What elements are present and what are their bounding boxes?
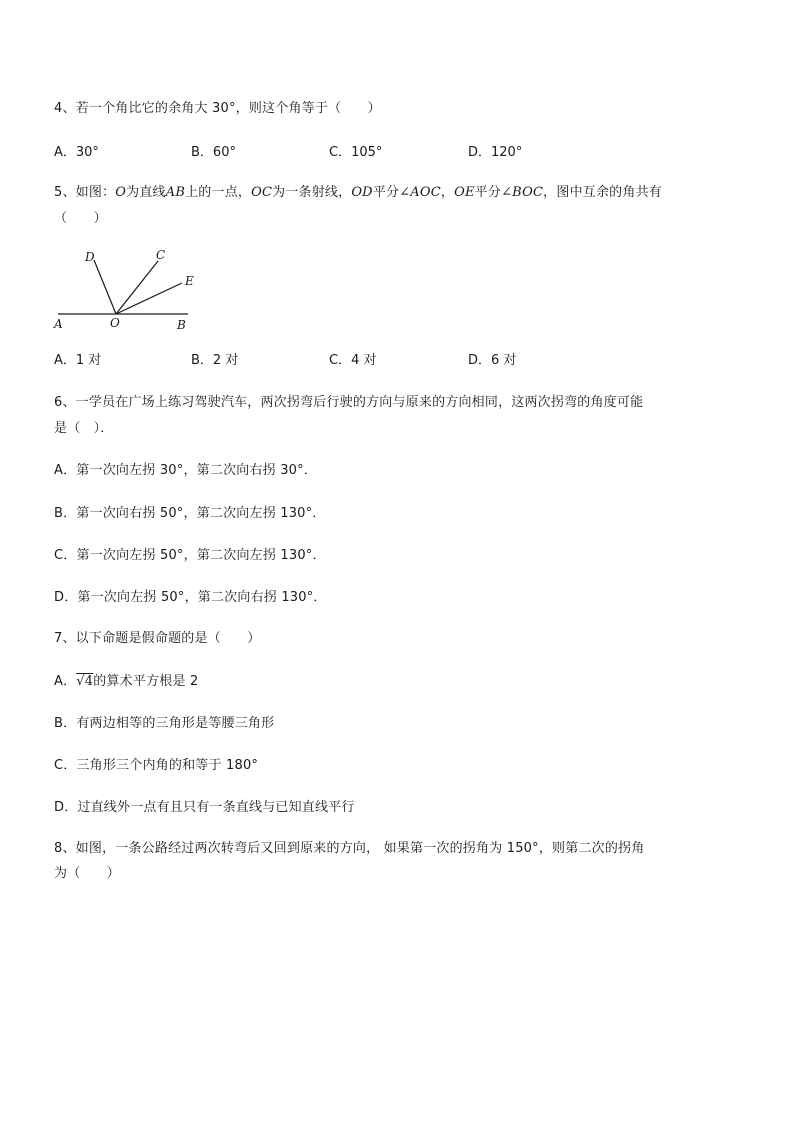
q7-option-a-prefix: A． [54, 674, 77, 689]
q5-text: ， [440, 185, 455, 200]
q4-stem: 4、若一个角比它的余角大 30°，则这个角等于（ ） [54, 101, 381, 116]
q6-option-d: D．第一次向左拐 50°，第二次向右拐 130°． [54, 590, 327, 605]
q4-option-c: C．105° [329, 145, 383, 160]
q4-option-a: A．30° [54, 145, 99, 160]
ray-od-label: OD [351, 185, 373, 200]
point-o-label: O [115, 185, 127, 200]
q5-answer-bracket: （ ） [54, 211, 107, 226]
label-a: A [54, 317, 63, 331]
q5-stem [54, 185, 662, 201]
q5-text: 为一条射线， [272, 185, 352, 200]
q8-stem-line1: 8、如图，一条公路经过两次转弯后又回到原来的方向， 如果第一次的拐角为 150°，则第二次的拐角 [54, 841, 645, 856]
angle-boc-label: ∠BOC [501, 185, 544, 200]
q6-stem-line1: 6、一学员在广场上练习驾驶汽车，两次拐弯后行驶的方向与原来的方向相同，这两次拐弯的角度可能 [54, 395, 644, 410]
ray-oe [116, 283, 182, 314]
ray-oe-label: OE [454, 185, 475, 200]
q7-option-b: B．有两边相等的三角形是等腰三角形 [54, 716, 275, 731]
q7-stem: 7、以下命题是假命题的是（ ） [54, 631, 261, 646]
q4-option-b: B．60° [191, 145, 236, 160]
q5-option-b: B．2 对 [191, 353, 239, 368]
sqrt-four: √4 [76, 674, 94, 689]
q6-option-a: A．第一次向左拐 30°，第二次向右拐 30°． [54, 463, 318, 478]
q5-text: 平分 [372, 185, 400, 200]
q5-number: 5、如图： [54, 185, 116, 200]
label-d: D [85, 250, 95, 264]
label-e: E [185, 274, 194, 288]
label-b: B [177, 318, 186, 332]
q5-text: 平分 [474, 185, 502, 200]
q5-option-d: D．6 对 [468, 353, 517, 368]
q8-stem-line2: 为（ ） [54, 866, 121, 881]
ray-oc-label: OC [251, 185, 273, 200]
label-c: C [156, 248, 166, 262]
q5-text: ，图中互余的角共有 [543, 185, 662, 200]
q5-figure [50, 243, 200, 333]
q7-option-c: C．三角形三个内角的和等于 180° [54, 758, 259, 773]
q5-text: 上的一点， [185, 185, 252, 200]
label-o: O [110, 316, 120, 330]
q6-option-c: C．第一次向左拐 50°，第二次向左拐 130°． [54, 548, 326, 563]
q7-option-a-text: 的算术平方根是 2 [93, 674, 199, 689]
q5-option-c: C．4 对 [329, 353, 377, 368]
q6-option-b: B．第一次向右拐 50°，第二次向左拐 130°． [54, 506, 326, 521]
ray-od [94, 260, 116, 314]
q6-stem-line2: 是（ ）． [54, 421, 114, 436]
angle-aoc-label: ∠AOC [399, 185, 441, 200]
q7-option-d: D．过直线外一点有且只有一条直线与已知直线平行 [54, 800, 355, 815]
q5-option-a: A．1 对 [54, 353, 102, 368]
ray-oc [116, 261, 158, 314]
q7-option-a [54, 674, 198, 690]
q5-text: 为直线 [126, 185, 166, 200]
line-ab-label: AB [165, 185, 186, 200]
q4-option-d: D．120° [468, 145, 523, 160]
